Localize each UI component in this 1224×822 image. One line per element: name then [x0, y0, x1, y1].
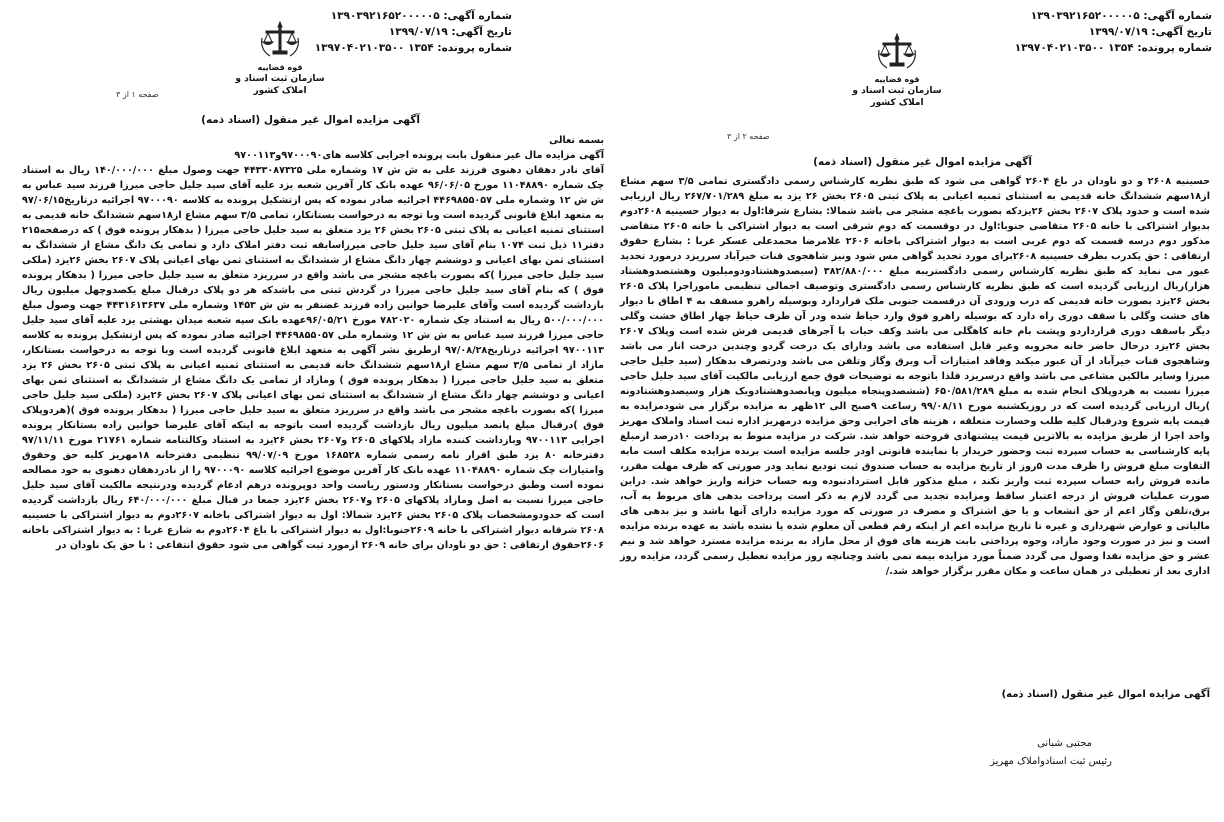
body-paragraph: بسمه تعالی — [549, 135, 604, 146]
scales-of-justice-emblem-icon — [258, 18, 302, 62]
ad-metadata — [315, 8, 512, 56]
footer-title: آگهی مزایده اموال غیر منقول (اسناد ذمه) — [1001, 689, 1210, 700]
ad-metadata — [1015, 8, 1212, 56]
judiciary-emblem — [225, 18, 335, 97]
page-number: صفحه ۲ از ۳ — [727, 132, 770, 141]
document-body — [22, 133, 604, 553]
document-title: آگهی مزایده اموال غیر منقول (اسناد ذمه) — [201, 114, 420, 126]
ad-date: تاریخ آگهی: ۱۳۹۹/۰۷/۱۹ — [1088, 26, 1212, 38]
ad-date: تاریخ آگهی: ۱۳۹۹/۰۷/۱۹ — [388, 26, 512, 38]
document-page-2 — [612, 0, 1224, 822]
document-title: آگهی مزایده اموال غیر منقول (اسناد ذمه) — [813, 156, 1032, 168]
emblem-org-line-1: قوه قضاییه — [257, 63, 303, 72]
ad-number: شماره آگهی: ۱۳۹۰۳۹۲۱۶۵۲۰۰۰۰۰۵ — [330, 10, 512, 22]
body-paragraph: آگهی مزایده مال غیر منقول بابت پرونده اجرایی کلاسه های۹۷۰۰۰۹۰و۹۷۰۰۱۱۳ — [234, 150, 604, 161]
page-number: صفحه ۱ از ۳ — [116, 90, 159, 99]
scales-of-justice-emblem-icon — [875, 30, 919, 74]
body-paragraph: آقای نادر دهقان دهنوی فرزند علی به ش ش ۱۷ وشماره ملی ۴۴۳۳۰۸۷۳۲۵ جهت وصول مبلغ ۱۴۰/۰۰۰/۰۰۰ ریال به استناد چک شماره ۱۱۰۴۸۸۹۰ مورخ ۹۶/۰۶/۰۵ عهده بانک کار آفرین شعبه یزد علیه آقای سید جلیل حاجی میرزا فرزند سید عباس به ش ش ۱۲ وشماره ملی ۴۴۶۹۸۵۵۰۵۷ اجرائیه صادر نموده که پس ازتشکیل پرونده به کلاسه ۹۷۰۰۰۹۰ اجرائیه درتاریخ۹۷/۰۶/۱۵ به متعهد ابلاغ قانونی گردیده است وبا توجه به درخواست بستانکار، تمامی ۳/۵ سهم مشاع از۱۸سهم ششدانگ خانه قدیمی به استثنای ثمنیه اعیانی به پلاک ثبتی ۲۶۰۵ بخش ۲۶ یزد متعلق به سید جلیل حاجی میرزا ( بدهکار پرونده فوق ) که درصفحه۲۱۵ دفتر۱۱ ذیل ثبت ۱۰۷۴ بنام آقای سید جلیل حاجی میرزاسابقه ثبت دفتر املاک دارد و تمامی یک دانگ مشاع از ششدانگ به استثنای ثمن بهای اعیانی و دوششم چهار دانگ مشاع از ششدانگ به استثنای ثمن بهای اعیانی پلاک ۲۶۰۷ بخش ۲۶یزد (ملکی سید جلیل حاجی میرزا )که بصورت باغچه مشجر می باشد واقع در سرریزد متعلق به سید جلیل حاجی میرزا ( بدهکار پرونده فوق ) که بنام آقای سید جلیل حاجی میرزا در گردش ثبتی می باشدکه هر دو پلاک درقبال مبلغ یکصدوچهل میلیون ریال بازداشت گردیده است وآقای علیرضا خوانین زاده فرزند غضنفر به ش ش ۱۴۵۳ وشماره ملی ۴۴۳۱۶۱۳۶۳۷ جهت وصول مبلغ ۵۰۰/۰۰۰/۰۰۰ ریال به استناد چک شماره ۷۸۲۰۲۰ مورخ ۹۶/۰۵/۲۱عهده بانک سپه شعبه میدان بهشتی یزد علیه آقای سید جلیل حاجی میرزا فرزند سید عباس به ش ش ۱۲ وشماره ملی ۴۴۶۹۸۵۵۰۵۷ اجرائیه صادر نموده که پس ازتشکیل پرونده به کلاسه ۹۷۰۰۱۱۳ اجرائیه درتاریخ۹۷/۰۸/۲۸ ازطریق نشر آگهی به متعهد ابلاغ قانونی گردیده است وبا توجه به درخواست بستانکار، مازاد از تمامی ۳/۵ سهم مشاع از۱۸سهم ششدانگ خانه قدیمی به استثنای ثمنیه اعیانی به پلاک ثبتی ۲۶۰۵ بخش ۲۶ یزد متعلق به سید جلیل حاجی میرزا ( بدهکار پرونده فوق ) ومازاد از تمامی یک دانگ مشاع از ششدانگ به استثنای ثمن بهای اعیانی و دوششم چهار دانگ مشاع از ششدانگ به استثنای ثمن بهای اعیانی پلاک ۲۶۰۷ بخش ۲۶یزد (ملکی سید جلیل حاجی میرزا )که بصورت باغچه مشجر می باشد واقع در سرریزد متعلق به سید جلیل حاجی میرزا ( بدهکار پرونده فوق )(هردوپلاک فوق )درقبال مبلغ پانصد میلیون ریال بازداشت گردیده است باتوجه به اینکه آقای علیرضا خوانین زاده بستانکار پرونده اجرایی ۹۷۰۰۱۱۳ وبازداشت کننده مازاد پلاکهای ۲۶۰۵ و۲۶۰۷ بخش ۲۶یزد به استناد وکالتنامه شماره ۲۱۷۶۱ مورخ ۹۷/۱۱/۱۱ دفترخانه ۸۰ یزد طبق اقرار نامه رسمی شماره ۱۶۸۵۲۸ مورخ ۹۹/۰۷/۰۹ تنظیمی دفترخانه ۱۸مهریز کلیه حق وحقوق وامتیازات چک شماره ۱۱۰۴۸۸۹۰ عهده بانک کار آفرین موضوع اجرائیه کلاسه ۹۷۰۰۰۹۰ را از نادردهقان دهنوی به خود مصالحه نموده است وطبق درخواست بستانکار ودستور ریاست واحد دوپرونده درهم ادغام گردیده ودرنتیجه مالکیت آقای سید جلیل حاجی میرزا نسبت به اصل ومازاد پلاکهای ۲۶۰۵ و۲۶۰۷ بخش ۲۶یزد جمعا در قبال مبلغ ۶۴۰/۰۰۰/۰۰۰ ریال بازداشت گردیده است که حدودومشخصات پلاک ۲۶۰۵ بخش ۲۶یزد شمالا: اول به دیوار اشتراکی باخانه ۲۶۰۷دوم به دیوار اشتراکی با حسینیه ۲۶۰۸ شرقابه دیوار اشتراکی با خانه ۲۶۰۹جنوبا:اول به دیوار اشتراکی با باغ ۲۶۰۴دوم به شارع غربا : به دیوار اشتراکی باخانه ۲۶۰۶حقوق ارتفاقی : حق دو ناودان برای خانه ۲۶۰۹ ازمورد ثبت گواهی می شود حقوق انتفاعی : با حق یک ناودان در — [22, 165, 605, 551]
file-number: شماره پرونده: ۱۳۵۴ ۱۳۹۷۰۴۰۲۱۰۳۵۰۰ — [1014, 42, 1212, 54]
document-body — [620, 174, 1210, 579]
ad-number: شماره آگهی: ۱۳۹۰۳۹۲۱۶۵۲۰۰۰۰۰۵ — [1030, 10, 1212, 22]
signer-role: رئیس ثبت اسنادواملاک مهریز — [990, 756, 1112, 767]
emblem-org-line-2: سازمان ثبت اسناد و املاک کشور — [852, 86, 942, 108]
file-number: شماره پرونده: ۱۳۵۴ ۱۳۹۷۰۴۰۲۱۰۳۵۰۰ — [314, 42, 512, 54]
emblem-org-line-2: سازمان ثبت اسناد و املاک کشور — [235, 74, 325, 96]
body-paragraph: حسینیه ۲۶۰۸ و دو ناودان در باغ ۲۶۰۴ گواهی می شود که طبق نظریه کارشناس رسمی دادگستری تمامی ۳/۵ سهم مشاع از۱۸سهم ششدانگ خانه قدیمی به استثنای ثمنیه اعیانی به پلاک ثبتی ۲۶۰۵ بخش ۲۶ یزد به مبلغ ۲۶۷/۷۰۱/۲۸۹ ریال ارزیابی شده است و حدود پلاک ۲۶۰۷ بخش ۲۶یزدکه بصورت باغچه مشجر می باشد شمالا: بشارع شرقا:اول به دیوار حسینیه ۲۶۰۸دوم بدیوار اشتراکی با خانه ۲۶۰۵ متقاضی جنوبا:اول در دوقسمت که دوم شرقی است به دیوار اشتراکی با خانه ۲۶۰۵ متقاضی مذکور دوم درسه قسمت که دوم غربی است به دیوار اشتراکی باخانه ۲۶۰۶ غلامرضا محمدعلی عسکر غربا : بشارع حقوق ارتفاقی : حق یکدرب بطرف حسینیه ۲۶۰۸برای مورد تحدید گواهی مس شود ونیز شاهجوی قنات خیرآباد سرریزد درمورد تحدید عبور می نماید که طبق نظریه کارشناس رسمی دادگستریبه مبلغ ۳۸۲/۸۸۰/۰۰۰ (سیصدوهشتادودومیلیون وهشتصدوهشتاد هزار)ریال ارزیابی گردیده است که طبق نظریه کارشناس رسمی دادگستری وتوصیف اجمالی تنظیمی ماموراجرا پلاک ۲۶۰۵ بخش ۲۶یزد بصورت خانه قدیمی که درب ورودی آن درقسمت جنوبی ملک قراردارد وبوسیله راهرو مسقف به ۴ اطاق با دیوار های خشت وگلی با سقف دوری راه دارد که بوسیله راهرو فوق وارد حیاط شده ودر آن طرف حیاط چهار اطاق خشت وگلی دیگر باسقف دوری قرارداردو وپشت بام خانه کاهگلی می باشد وکف حیات با آجرهای قدیمی فرش شده است وپلاک ۲۶۰۷ بخش ۲۶یزد درحال حاضر خانه مخروبه وغیر قابل استفاده می باشد ودارای یک درخت گردو وچندین درخت انار می باشد وشاهجوی قنات خیرآباد از آن عبور میکند وفاقد امتیازات آب وبرق وگاز وتلفن می باشد ودرتصرف بدهکار (سید جلیل حاجی میرزا وسایر مالکین مشاعی می باشد واقع درسریزد قلذا باتوجه به توضیحات فوق جمع ارزیابی مالکیت آقای سید جلیل حاجی میرزا نسبت به هردوپلاک انجام شده به مبلغ ۶۵۰/۵۸۱/۲۸۹ (ششصدوپنجاه میلیون وپانصدوهشتادویک هزار وسیصدوهشتادونه )ریال ارزیابی گردیده است که در روزیکشنبه مورخ ۹۹/۰۸/۱۱ زساعت ۹صبح الی ۱۲ظهر به مزایده برگزار می شودمزایده به قیمت پایه شروع ودرقبال کلیه طلب وخسارت متعلقه ، هزینه های اجرایی وحق مزایده درمهریز اداره ثبت اسناد واملاک مهریز واحد اجرا از طریق مزایده به بالاترین قیمت پیشنهادی فروخته خواهد شد. شرکت در مزایده منوط به پرداخت ۱۰درصد ازمبلغ پایه کارشناسی به حساب سپرده ثبت وحضور خریدار یا نماینده قانونی اودر جلسه مزایده است برنده مزایده مکلف است مابه التفاوت مبلغ فروش را ظرف مدت ۵روز از تاریخ مزایده به حساب صندوق ثبت تودیع نماید ودر صورتی که ظرف مهلت مقرر، مانده فروش رابه حساب سپرده ثبت واریز نکند ، مبلغ مذکور قابل استردادنبوده وبه حساب خزانه واریز خواهد شد. دراین صورت عملیات فروش از درجه اعتبار ساقط ومزایده تجدید می گردد لازم به ذکر است پرداخت بدهی های مربوط به آب، برق،تلفن وگاز اعم از حق انشعاب و یا حق اشتراک و مصرف در صورتی که مورد مزایده دارای آنها باشد و نیز بدهی های مالیاتی و عوارض شهرداری و غیره تا تاریخ مزایده اعم از اینکه رقم قطعی آن معلوم شده یا نشده باشد به عهده برنده مزایده است و نیز در صورت وجود مازاد، وجوه پرداختی بابت هزینه های فوق از محل مازاد به برنده مزایده مسترد خواهد شد و نیم عشر و حق مزایده نقدا وصول می گردد ضمناً مورد مزایده بیمه نمی باشد وچنانچه روز مزایده تعطیل رسمی گردد، مزایده روز اداری بعد از تعطیلی در همان ساعت و مکان مقرر برگزار خواهد شد./ — [620, 176, 1211, 577]
emblem-org-line-1: قوه قضاییه — [874, 75, 920, 84]
signer-name: مجتبی شبانی — [1037, 738, 1092, 749]
judiciary-emblem — [842, 30, 952, 109]
